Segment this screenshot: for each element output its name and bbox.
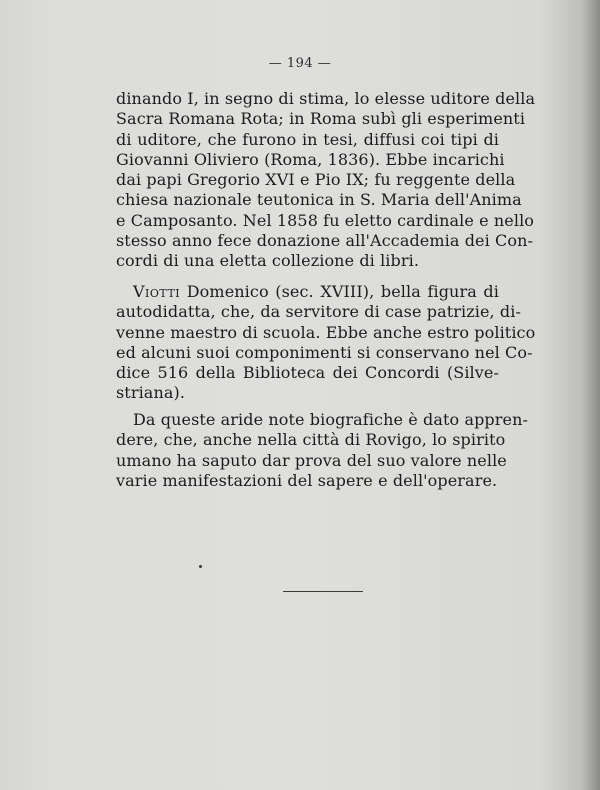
text-line: dice 516 della Biblioteca dei Concordi (Silve- [116, 363, 499, 383]
ink-speck [199, 565, 202, 568]
paragraph-closing-remarks [116, 410, 529, 491]
paragraph-cardinal-biography [116, 89, 536, 272]
text-line: ed alcuni suoi componimenti si conservano nel Co- [116, 342, 533, 362]
text-line: di uditore, che furono in tesi, diffusi coi tipi di [116, 129, 499, 149]
text-line: striana). [116, 383, 186, 403]
text-line: e Camposanto. Nel 1858 fu eletto cardinale e nello [116, 210, 535, 230]
text-line: cordi di una eletta collezione di libri. [116, 251, 420, 271]
text-line: chiesa nazionale teutonica in S. Maria dell'Anima [116, 190, 522, 210]
page-number: — 194 — [268, 56, 332, 71]
text-line: varie manifestazioni del sapere e dell'operare. [116, 470, 498, 490]
text-line: stesso anno fece donazione all'Accademia dei Con- [116, 231, 533, 251]
text-line: dinando I, in segno di stima, lo elesse uditore della [116, 89, 536, 108]
text-line: Sacra Romana Rota; in Roma subì gli esperimenti [116, 109, 526, 129]
text-line: dai papi Gregorio XVI e Pio IX; fu reggente della [116, 170, 516, 190]
entry-first-line: Domenico (sec. XVIII), bella figura di [180, 282, 499, 301]
paragraph-viotti-entry [116, 282, 536, 404]
text-line: Da queste aride note biografiche è dato appren- [133, 410, 529, 429]
text-line: autodidatta, che, da servitore di case patrizie, di- [116, 302, 521, 322]
text-line: umano ha saputo dar prova del suo valore nelle [116, 450, 507, 470]
text-line: Giovanni Oliviero (Roma, 1836). Ebbe incarichi [116, 149, 505, 169]
text-line: dere, che, anche nella città di Rovigo, lo spirito [116, 430, 506, 450]
text-line: venne maestro di scuola. Ebbe anche estro politico [116, 322, 536, 342]
entry-name: Viotti [133, 282, 181, 301]
end-rule [283, 591, 363, 592]
text-line [116, 282, 499, 302]
